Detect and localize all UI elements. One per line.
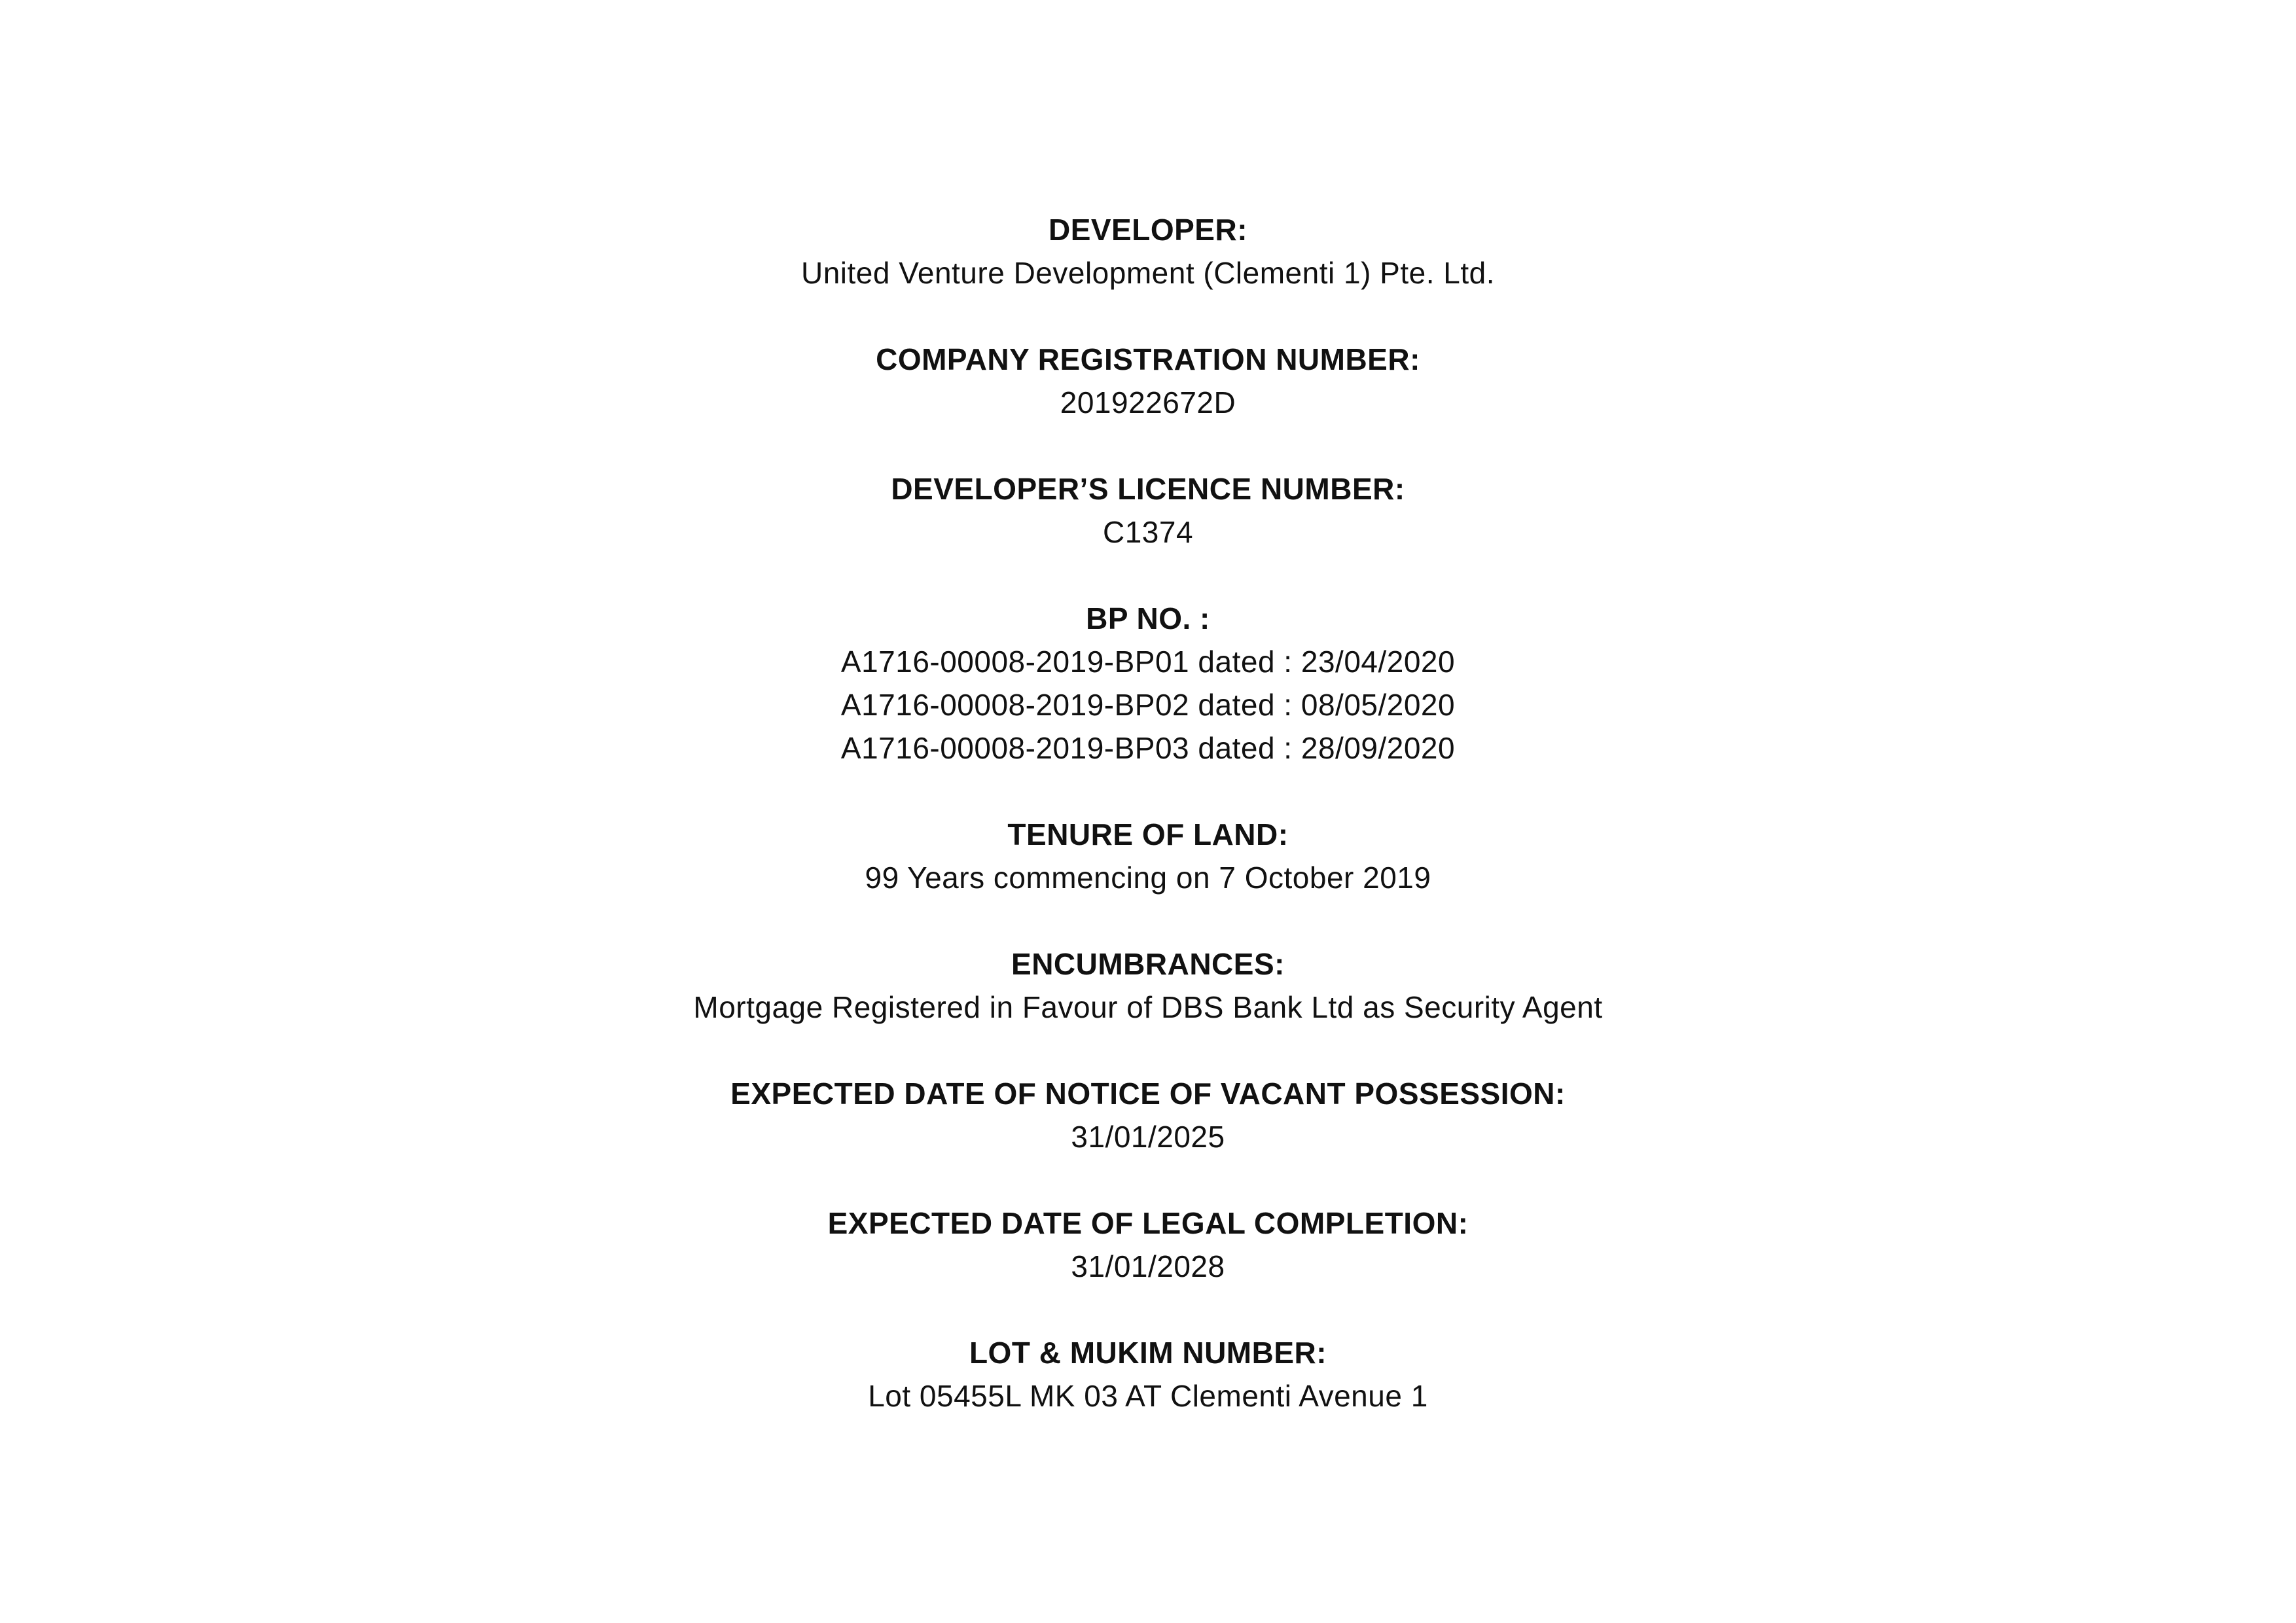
- legal-completion-label: EXPECTED DATE OF LEGAL COMPLETION:: [827, 1206, 1469, 1240]
- document-body: [0, 208, 2296, 1461]
- developer-licence-label: DEVELOPER’S LICENCE NUMBER:: [891, 472, 1405, 506]
- developer-label: DEVELOPER:: [1048, 213, 1248, 247]
- vacant-possession-value: 31/01/2025: [1071, 1120, 1225, 1154]
- vacant-possession-section: [0, 1072, 2296, 1158]
- developer-value: United Venture Development (Clementi 1) Pte. Ltd.: [800, 256, 1496, 290]
- lot-mukim-value: Lot 05455L MK 03 AT Clementi Avenue 1: [868, 1379, 1428, 1413]
- company-registration-value: 201922672D: [1060, 385, 1236, 419]
- bp-number-value-3: A1716-00008-2019-BP03 dated : 28/09/2020: [840, 731, 1456, 765]
- bp-number-value-1: A1716-00008-2019-BP01 dated : 23/04/2020: [840, 645, 1456, 679]
- company-registration-section: [0, 338, 2296, 424]
- legal-completion-value: 31/01/2028: [1071, 1249, 1225, 1283]
- tenure-value: 99 Years commencing on 7 October 2019: [865, 861, 1431, 895]
- tenure-section: [0, 813, 2296, 899]
- bp-number-section: [0, 597, 2296, 770]
- developer-licence-section: [0, 467, 2296, 554]
- bp-number-value-2: A1716-00008-2019-BP02 dated : 08/05/2020: [840, 688, 1456, 722]
- encumbrances-value: Mortgage Registered in Favour of DBS Bank Ltd as Security Agent: [693, 990, 1603, 1024]
- developer-section: [0, 208, 2296, 294]
- lot-mukim-label: LOT & MUKIM NUMBER:: [969, 1336, 1327, 1370]
- lot-mukim-section: [0, 1331, 2296, 1418]
- bp-number-label: BP NO. :: [1086, 601, 1210, 635]
- developer-licence-value: C1374: [1102, 515, 1194, 549]
- legal-completion-section: [0, 1202, 2296, 1288]
- encumbrances-section: [0, 942, 2296, 1029]
- encumbrances-label: ENCUMBRANCES:: [1011, 947, 1285, 981]
- vacant-possession-label: EXPECTED DATE OF NOTICE OF VACANT POSSESSION:: [730, 1077, 1566, 1111]
- company-registration-label: COMPANY REGISTRATION NUMBER:: [876, 342, 1420, 376]
- tenure-label: TENURE OF LAND:: [1007, 817, 1289, 851]
